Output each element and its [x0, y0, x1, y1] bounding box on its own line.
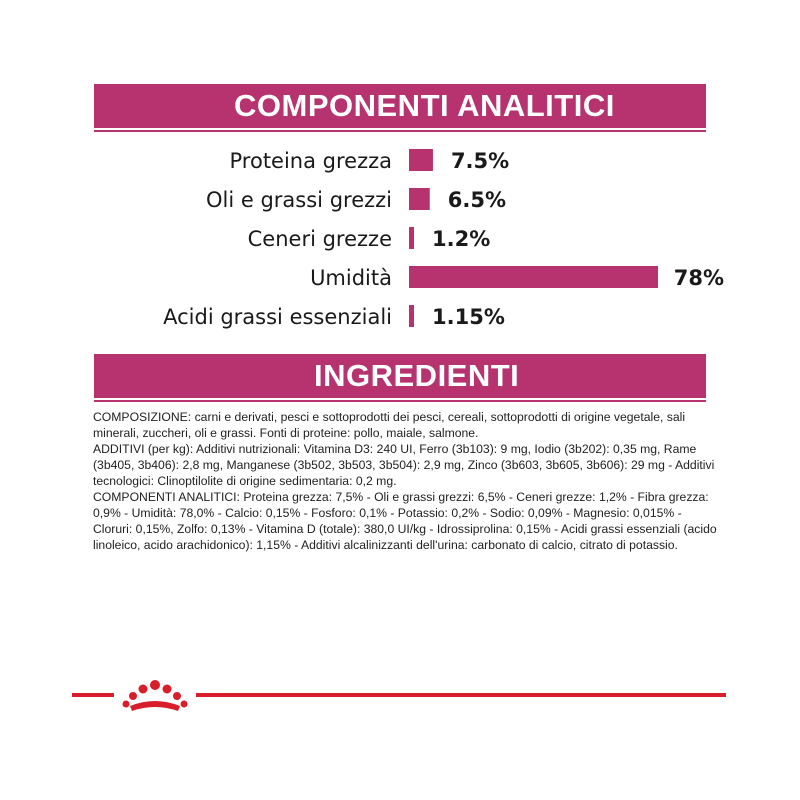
royal-canin-crown-icon: [116, 676, 194, 716]
analytics-title: COMPONENTI ANALITICI: [234, 88, 615, 123]
value-label: 6.5%: [447, 188, 506, 212]
bar: [409, 188, 430, 210]
category-label: Proteina grezza: [229, 149, 392, 173]
analytics-bar-chart: [0, 140, 800, 340]
ingredients-banner-underline: [94, 400, 706, 402]
category-label: Ceneri grezze: [247, 227, 392, 251]
additives-paragraph: ADDITIVI (per kg): Additivi nutrizionali: Vitamina D3: 240 UI, Ferro (3b103): 9 mg, Iodio (3b202): 0,35 mg, Rame (3b405, 3b406): 2,8 mg, Manganese (3b502, 3b503, 3b504): 2,9 mg, Zinco (3b603, 3b605, 3b606): 29 mg - Additivi tecnologici: Clinoptilolite di origine sedimentaria: 0,2 mg.: [93, 442, 715, 488]
analytical-components-paragraph: COMPONENTI ANALITICI: Proteina grezza: 7,5% - Oli e grassi grezzi: 6,5% - Ceneri grezze: 1,2% - Fibra grezza: 0,9% - Umidità: 78,0% - Calcio: 0,15% - Fosforo: 0,1% - Potassio: 0,2% - Sodio: 0,09% - Magnesio: 0,015% - Cloruri: 0,15%, Zolfo: 0,13% - Vitamina D (totale): 380,0 UI/kg - Idrossiprolina: 0,15% - Acidi grassi essenziali (acido linoleico, acido arachidonico): 1,15% - Additivi alcalinizzanti dell'urina: carbonato di calcio, citrato di potassio.: [93, 490, 717, 552]
bar: [409, 305, 414, 327]
category-label: Acidi grassi essenziali: [163, 305, 392, 329]
footer-line-left: [72, 693, 114, 697]
value-label: 7.5%: [450, 149, 510, 173]
value-label: 78%: [673, 266, 724, 290]
ingredients-banner: [94, 354, 706, 398]
footer-line-right: [196, 693, 726, 697]
analytics-banner: [94, 84, 706, 128]
composition-paragraph: COMPOSIZIONE: carni e derivati, pesci e sottoprodotti dei pesci, cereali, sottoprodotti di origine vegetale, sali minerali, zuccheri, oli e grassi. Fonti di proteine: pollo, maiale, salmone.: [93, 410, 686, 440]
category-label: Umidità: [310, 266, 392, 290]
bar: [409, 266, 658, 288]
bar: [409, 149, 433, 171]
ingredients-title: INGREDIENTI: [314, 358, 520, 393]
value-label: 1.15%: [432, 305, 505, 329]
ingredients-text: [93, 409, 723, 553]
analytics-banner-underline: [94, 130, 706, 132]
bar: [409, 227, 414, 249]
category-label: Oli e grassi grezzi: [206, 188, 392, 212]
value-label: 1.2%: [432, 227, 491, 251]
